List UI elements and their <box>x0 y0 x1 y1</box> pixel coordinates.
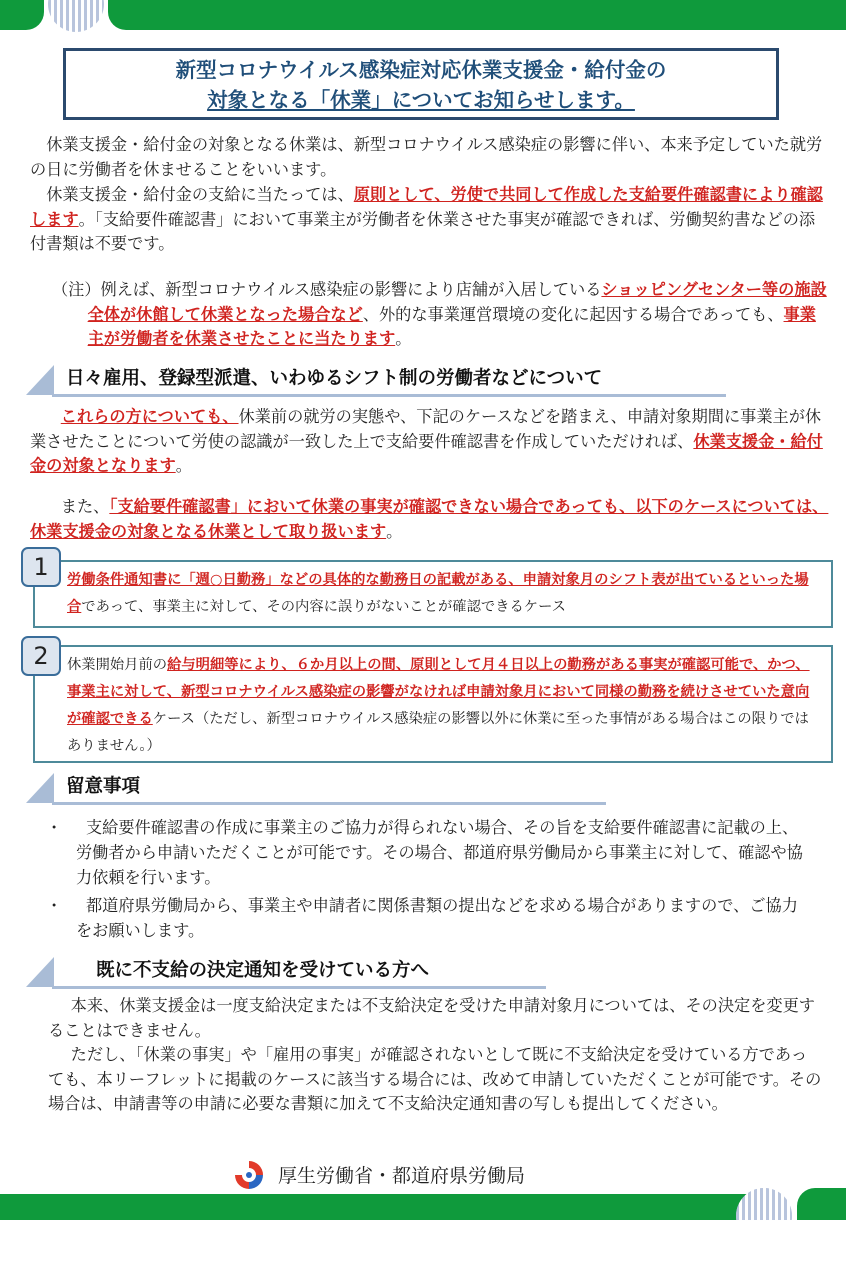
ministry-logo-icon <box>232 1158 266 1192</box>
section-1-highlight-1: これらの方についても、 <box>60 407 239 426</box>
section-1-highlight-3: 「支給要件確認書」において休業の事実が確認できない場合であっても、以下のケースについては、休業支援金の対象となる休業として取り扱います <box>30 497 829 541</box>
bullet-mark: ・ <box>46 896 63 915</box>
case-box-2 <box>33 645 833 763</box>
section-3-paragraph-2 <box>48 1043 823 1117</box>
heading-triangle-icon <box>26 957 54 987</box>
note-bullet-1-text: 支給要件確認書の作成に事業主のご協力が得られない場合、その旨を支給要件確認書に記載の上、労働者から申請いただくことが可能です。その場合、都道府県労働局から事業主に対して、確認や協力依頼を行います。 <box>76 818 803 887</box>
heading-triangle-icon <box>26 365 54 395</box>
bottom-white-area <box>0 1220 846 1280</box>
case-number-badge-1: 1 <box>21 547 61 587</box>
case-2-text-b: ケース（ただし、新型コロナウイルス感染症の影響以外に休業に至った事情がある場合はこの限りではありません。） <box>67 711 809 754</box>
section-3-text-2: ただし、「休業の事実」や「雇用の事実」が確認されないとして既に不支給決定を受けている方であっても、本リーフレットに掲載のケースに該当する場合には、改めて申請していただくことが可能です。その場合は、申請書等の申請に必要な書類に加えて不支給決定通知書の写しも提出してください。 <box>48 1045 822 1113</box>
section-1-text-1a: 休業前の就労の実態や、下記のケースなどを踏まえ、申請対象期間に事業主が休業させたことについて労使の認識が一致した上で支給要件確認書を作成していただければ、 <box>30 407 822 451</box>
striped-circle-icon-bottom-overlay <box>736 1188 792 1220</box>
intro-paragraph-2 <box>30 183 830 257</box>
note-bullet-2 <box>46 893 814 943</box>
note-text-a: （注）例えば、新型コロナウイルス感染症の影響により店舗が入居している <box>52 280 602 299</box>
note-highlight-1: ショッピングセンター等の施設全体が休館して休業となった場合など <box>87 280 827 324</box>
note-highlight-2: 事業主が労働者を休業させたことに当たります <box>87 304 816 348</box>
bottom-right-green-tab <box>797 1188 846 1220</box>
case-2-text-a: 休業開始月前の <box>67 657 168 673</box>
section-heading-shift-workers <box>26 365 726 395</box>
intro-highlight: 原則として、労使で共同して作成した支給要件確認書により確認します <box>30 185 823 229</box>
note-text-c: 。 <box>395 329 412 348</box>
case-number-badge-2: 2 <box>21 636 61 676</box>
footer-org-name: 厚生労働省・都道府県労働局 <box>278 1165 526 1187</box>
heading-underline <box>52 394 726 397</box>
section-2-heading-text: 留意事項 <box>66 776 141 797</box>
section-3-paragraph-1 <box>48 994 823 1043</box>
top-left-green-tab <box>0 0 44 30</box>
case-1-text: であって、事業主に対して、その内容に誤りがないことが確認できるケース <box>81 599 566 615</box>
heading-underline <box>52 802 606 805</box>
section-heading-notes <box>26 773 586 803</box>
note-paragraph <box>52 278 832 352</box>
bottom-green-bar <box>0 1194 775 1220</box>
section-heading-non-payment <box>26 957 546 987</box>
striped-circle-icon <box>48 0 104 32</box>
section-3-heading-text: 既に不支給の決定通知を受けている方へ <box>96 960 430 981</box>
intro-text-2a: 休業支援金・給付金の支給に当たっては、 <box>46 185 354 204</box>
case-1-highlight: 労働条件通知書に「週○日勤務」などの具体的な勤務日の記載がある、申請対象月のシフト表が出ているといった場合 <box>67 572 809 615</box>
section-1-paragraph-1 <box>30 405 830 479</box>
case-2-highlight: 給与明細等により、６か月以上の間、原則として月４日以上の勤務がある事実が確認可能で、かつ、事業主に対して、新型コロナウイルス感染症の影響がなければ申請対象月において同様の勤務を続けさせていた意向が確認できる <box>67 657 810 727</box>
note-bullet-1 <box>46 815 814 890</box>
note-text-b: 、外的な事業運営環境の変化に起因する場合であっても、 <box>362 304 784 324</box>
title-line-2: 対象となる「休業」についてお知らせします。 <box>207 88 635 112</box>
section-1-text-2a: また、 <box>60 497 110 516</box>
section-1-highlight-2: 休業支援金・給付金の対象となります <box>30 431 823 475</box>
heading-triangle-icon <box>26 773 54 803</box>
bullet-mark: ・ <box>46 818 63 837</box>
section-1-text-2b: 。 <box>386 521 403 541</box>
note-bullet-2-text: 都道府県労働局から、事業主や申請者に関係書類の提出などを求める場合がありますので、ご協力をお願いします。 <box>76 896 798 940</box>
intro-text-1: 休業支援金・給付金の対象となる休業は、新型コロナウイルス感染症の影響に伴い、本来予定していた就労の日に労働者を休ませることをいいます。 <box>30 135 823 179</box>
top-green-bar <box>108 0 846 30</box>
section-3-text-1: 本来、休業支援金は一度支給決定または不支給決定を受けた申請対象月については、その決定を変更することはできません。 <box>48 996 815 1040</box>
title-line-1: 新型コロナウイルス感染症対応休業支援金・給付金の <box>175 58 667 82</box>
intro-text-2b: 。「支給要件確認書」において事業主が労働者を休業させた事実が確認できれば、労働契約書などの添付書類は不要です。 <box>30 209 816 253</box>
intro-paragraph-1 <box>30 133 830 182</box>
section-1-paragraph-2 <box>30 495 830 544</box>
case-box-1 <box>33 560 833 628</box>
section-1-text-1b: 。 <box>175 456 192 475</box>
heading-underline <box>52 986 546 989</box>
page-title <box>63 48 779 120</box>
section-1-heading-text: 日々雇用、登録型派遣、いわゆるシフト制の労働者などについて <box>66 368 603 389</box>
